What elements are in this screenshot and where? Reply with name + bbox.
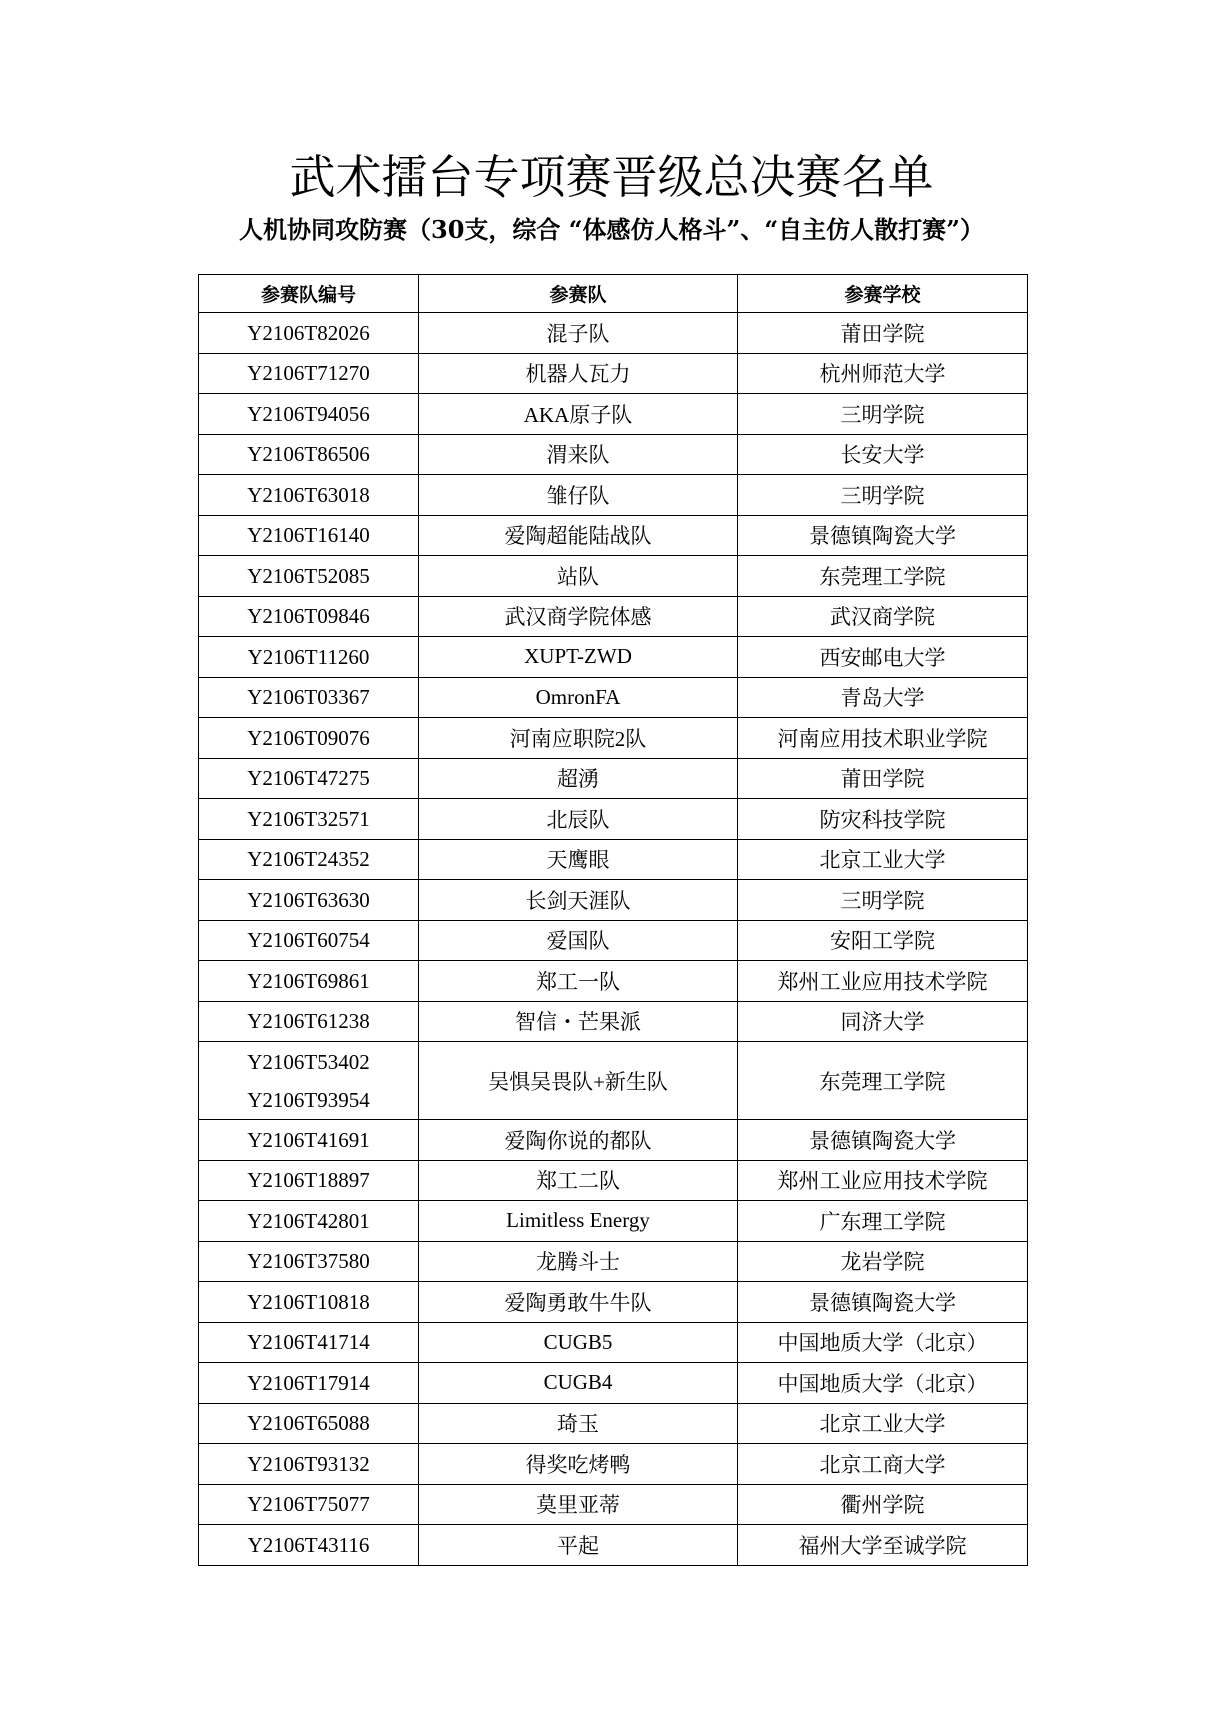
table-row [199, 961, 1028, 1002]
team-id: Y2106T82026 [247, 320, 370, 345]
school-name-cell: 莆田学院 [738, 313, 1028, 354]
school-name-cell: 福州大学至诚学院 [738, 1525, 1028, 1566]
team-name-cell: 智信・芒果派 [419, 1001, 738, 1042]
team-id-cell [199, 556, 419, 597]
team-id: Y2106T41714 [247, 1330, 370, 1355]
table-row [199, 839, 1028, 880]
team-name-cell: 郑工一队 [419, 961, 738, 1002]
team-name-cell: XUPT-ZWD [419, 637, 738, 678]
table-row [199, 1160, 1028, 1201]
school-name-cell: 郑州工业应用技术学院 [738, 961, 1028, 1002]
team-id-cell [199, 1363, 419, 1404]
table-row [199, 353, 1028, 394]
team-name-cell: 爱陶你说的都队 [419, 1120, 738, 1161]
team-id-cell [199, 475, 419, 516]
team-id-cell [199, 1160, 419, 1201]
team-id: Y2106T53402 [247, 1049, 370, 1074]
column-header-school: 参赛学校 [738, 275, 1028, 313]
table-row [199, 1363, 1028, 1404]
team-name-cell: 爱陶勇敢牛牛队 [419, 1282, 738, 1323]
team-name-cell: 得奖吃烤鸭 [419, 1444, 738, 1485]
team-id-cell [199, 394, 419, 435]
team-name-cell: 莫里亚蒂 [419, 1484, 738, 1525]
team-id: Y2106T17914 [247, 1370, 370, 1395]
team-name-cell: 机器人瓦力 [419, 353, 738, 394]
team-name-cell: CUGB5 [419, 1322, 738, 1363]
school-name-cell: 莆田学院 [738, 758, 1028, 799]
school-name-cell: 长安大学 [738, 434, 1028, 475]
team-id-cell [199, 799, 419, 840]
team-name-cell: 混子队 [419, 313, 738, 354]
team-id-cell [199, 637, 419, 678]
school-name-cell: 三明学院 [738, 394, 1028, 435]
team-name-cell: AKA原子队 [419, 394, 738, 435]
team-id: Y2106T37580 [247, 1249, 370, 1274]
school-name-cell: 武汉商学院 [738, 596, 1028, 637]
table-header-row [199, 275, 1028, 313]
table-row [199, 1444, 1028, 1485]
school-name-cell: 北京工业大学 [738, 839, 1028, 880]
school-name-cell: 河南应用技术职业学院 [738, 718, 1028, 759]
table-row [199, 799, 1028, 840]
team-name-cell: 琦玉 [419, 1403, 738, 1444]
team-name-cell: 郑工二队 [419, 1160, 738, 1201]
team-id: Y2106T18897 [247, 1168, 370, 1193]
table-row [199, 394, 1028, 435]
team-id-cell [199, 353, 419, 394]
team-id-cell [199, 677, 419, 718]
team-name-cell: OmronFA [419, 677, 738, 718]
team-id: Y2106T94056 [247, 401, 370, 426]
school-name-cell: 广东理工学院 [738, 1201, 1028, 1242]
team-id-cell [199, 1001, 419, 1042]
team-id-cell [199, 880, 419, 921]
table-row [199, 1322, 1028, 1363]
school-name-cell: 景德镇陶瓷大学 [738, 1120, 1028, 1161]
table-row [199, 677, 1028, 718]
table-row [199, 475, 1028, 516]
table-row [199, 637, 1028, 678]
team-id-cell [199, 1282, 419, 1323]
team-name-cell: 超湧 [419, 758, 738, 799]
team-name-cell: CUGB4 [419, 1363, 738, 1404]
table-row [199, 1120, 1028, 1161]
team-id-cell [199, 1241, 419, 1282]
team-id-cell [199, 1201, 419, 1242]
team-id-cell [199, 1120, 419, 1161]
school-name-cell: 中国地质大学（北京） [738, 1322, 1028, 1363]
team-id: Y2106T93954 [247, 1087, 370, 1112]
team-id-cell [199, 596, 419, 637]
team-id: Y2106T09076 [247, 725, 370, 750]
table-row [199, 1403, 1028, 1444]
team-id-cell [199, 920, 419, 961]
school-name-cell: 西安邮电大学 [738, 637, 1028, 678]
school-name-cell: 景德镇陶瓷大学 [738, 515, 1028, 556]
team-id-cell [199, 758, 419, 799]
team-id: Y2106T16140 [247, 523, 370, 548]
page-title: 武术擂台专项赛晋级总决赛名单 [289, 150, 934, 204]
team-name-cell: 平起 [419, 1525, 738, 1566]
table-row [199, 1042, 1028, 1120]
team-id: Y2106T43116 [247, 1532, 370, 1557]
team-id: Y2106T69861 [247, 968, 370, 993]
team-id-cell [199, 434, 419, 475]
team-name-cell: 雏仔队 [419, 475, 738, 516]
team-name-cell: 渭来队 [419, 434, 738, 475]
school-name-cell: 中国地质大学（北京） [738, 1363, 1028, 1404]
school-name-cell: 防灾科技学院 [738, 799, 1028, 840]
team-name-cell: 爱陶超能陆战队 [419, 515, 738, 556]
team-name-cell: 站队 [419, 556, 738, 597]
school-name-cell: 北京工业大学 [738, 1403, 1028, 1444]
column-header-team: 参赛队 [419, 275, 738, 313]
team-id: Y2106T32571 [247, 806, 370, 831]
team-id: Y2106T47275 [247, 766, 370, 791]
team-name-cell: 吴惧吴畏队+新生队 [419, 1042, 738, 1120]
school-name-cell: 郑州工业应用技术学院 [738, 1160, 1028, 1201]
team-id-cell [199, 961, 419, 1002]
team-id: Y2106T10818 [247, 1289, 370, 1314]
team-id-cell [199, 1322, 419, 1363]
school-name-cell: 东莞理工学院 [738, 1042, 1028, 1120]
table-row [199, 758, 1028, 799]
table-row [199, 880, 1028, 921]
team-id: Y2106T86506 [247, 442, 370, 467]
school-name-cell: 同济大学 [738, 1001, 1028, 1042]
team-id-cell [199, 839, 419, 880]
table-row [199, 1282, 1028, 1323]
table-row [199, 515, 1028, 556]
roster-table [198, 274, 1028, 1566]
school-name-cell: 衢州学院 [738, 1484, 1028, 1525]
table-row [199, 1525, 1028, 1566]
table-row [199, 313, 1028, 354]
team-name-cell: 天鹰眼 [419, 839, 738, 880]
team-id: Y2106T93132 [247, 1451, 370, 1476]
team-id-cell [199, 718, 419, 759]
school-name-cell: 景德镇陶瓷大学 [738, 1282, 1028, 1323]
team-id-cell [199, 1525, 419, 1566]
team-name-cell: 爱国队 [419, 920, 738, 961]
team-id: Y2106T65088 [247, 1411, 370, 1436]
team-name-cell: Limitless Energy [419, 1201, 738, 1242]
team-id-cell [199, 515, 419, 556]
table-row [199, 718, 1028, 759]
team-id: Y2106T52085 [247, 563, 370, 588]
team-id: Y2106T71270 [247, 361, 370, 386]
team-id: Y2106T61238 [247, 1009, 370, 1034]
table-row [199, 556, 1028, 597]
table-body [199, 313, 1028, 1566]
school-name-cell: 三明学院 [738, 475, 1028, 516]
table-row [199, 596, 1028, 637]
team-id-cell [199, 1403, 419, 1444]
team-name-cell: 龙腾斗士 [419, 1241, 738, 1282]
team-id: Y2106T75077 [247, 1492, 370, 1517]
team-id: Y2106T42801 [247, 1208, 370, 1233]
table-row [199, 434, 1028, 475]
school-name-cell: 安阳工学院 [738, 920, 1028, 961]
team-id: Y2106T63630 [247, 887, 370, 912]
school-name-cell: 龙岩学院 [738, 1241, 1028, 1282]
team-id: Y2106T24352 [247, 847, 370, 872]
team-name-cell: 河南应职院2队 [419, 718, 738, 759]
team-id-cell [199, 1444, 419, 1485]
column-header-team-id: 参赛队编号 [199, 275, 419, 313]
table-row [199, 1001, 1028, 1042]
team-id-cell [199, 1042, 419, 1120]
page-subtitle: 人机协同攻防赛（30支，综合 “体感仿人格斗”、“自主仿人散打赛”） [239, 215, 984, 244]
school-name-cell: 杭州师范大学 [738, 353, 1028, 394]
team-id: Y2106T60754 [247, 928, 370, 953]
table-row [199, 1201, 1028, 1242]
team-id-cell [199, 313, 419, 354]
team-name-cell: 北辰队 [419, 799, 738, 840]
school-name-cell: 东莞理工学院 [738, 556, 1028, 597]
team-id: Y2106T03367 [247, 685, 370, 710]
table-row [199, 920, 1028, 961]
school-name-cell: 北京工商大学 [738, 1444, 1028, 1485]
team-id: Y2106T09846 [247, 604, 370, 629]
table-row [199, 1484, 1028, 1525]
team-id-cell [199, 1484, 419, 1525]
team-id: Y2106T63018 [247, 482, 370, 507]
school-name-cell: 三明学院 [738, 880, 1028, 921]
team-id: Y2106T41691 [247, 1127, 370, 1152]
team-name-cell: 武汉商学院体感 [419, 596, 738, 637]
school-name-cell: 青岛大学 [738, 677, 1028, 718]
team-id: Y2106T11260 [247, 644, 370, 669]
table-row [199, 1241, 1028, 1282]
team-name-cell: 长剑天涯队 [419, 880, 738, 921]
